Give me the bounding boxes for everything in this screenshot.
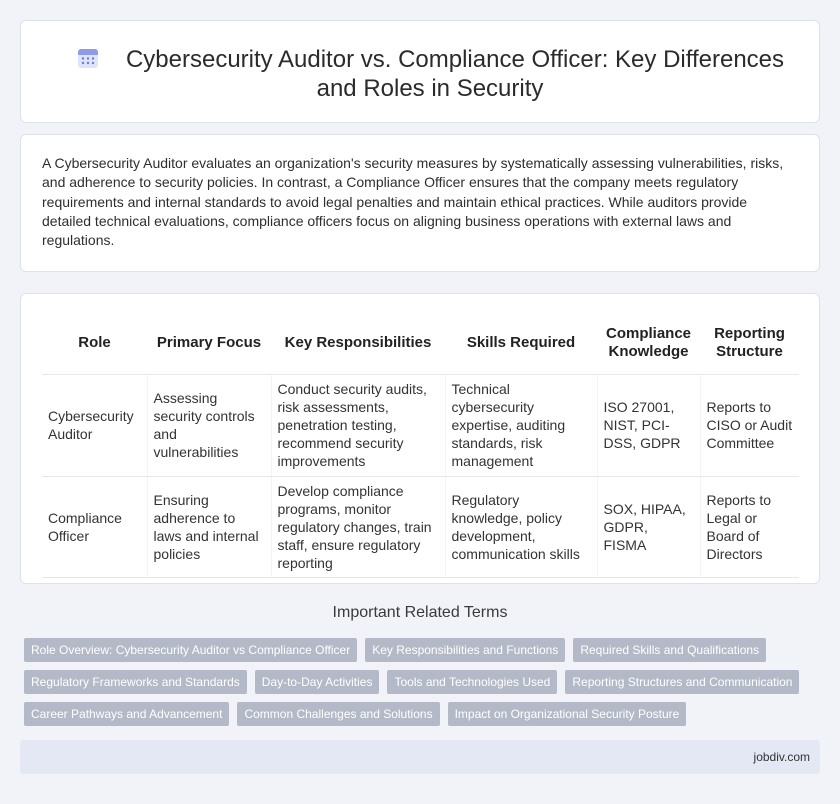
related-terms-heading: Important Related Terms [332, 604, 508, 621]
column-header: Role [42, 312, 147, 374]
column-header: Reporting Structure [700, 312, 799, 374]
related-term-tag[interactable]: Reporting Structures and Communication [565, 670, 799, 694]
header-card [20, 20, 820, 123]
related-term-tag[interactable]: Common Challenges and Solutions [237, 702, 439, 726]
related-term-tag[interactable]: Required Skills and Qualifications [573, 638, 766, 662]
table-cell: Develop compliance programs, monitor regulatory changes, train staff, ensure regulatory reporting [271, 476, 445, 577]
table-cell: Cybersecurity Auditor [42, 374, 147, 476]
related-term-tag[interactable]: Career Pathways and Advancement [24, 702, 229, 726]
page-title: Cybersecurity Auditor vs. Compliance Officer: Key Differences and Roles in Security [125, 46, 785, 102]
table-cell: SOX, HIPAA, GDPR, FISMA [597, 476, 700, 577]
related-term-tag[interactable]: Role Overview: Cybersecurity Auditor vs Compliance Officer [24, 638, 357, 662]
table-cell: Conduct security audits, risk assessments, penetration testing, recommend security improvements [271, 374, 445, 476]
table-cell: Reports to CISO or Audit Committee [700, 374, 799, 476]
table-row [42, 374, 799, 476]
table-cell: Reports to Legal or Board of Directors [700, 476, 799, 577]
footer-bar [20, 740, 820, 774]
footer-site-link[interactable]: jobdiv.com [753, 750, 810, 764]
comparison-table-card [20, 293, 820, 584]
table-header-row [42, 312, 799, 374]
table-cell: Ensuring adherence to laws and internal policies [147, 476, 271, 577]
table-cell: Technical cybersecurity expertise, auditing standards, risk management [445, 374, 597, 476]
column-header: Primary Focus [147, 312, 271, 374]
related-term-tag[interactable]: Regulatory Frameworks and Standards [24, 670, 247, 694]
related-terms-section [20, 604, 820, 721]
column-header: Compliance Knowledge [597, 312, 700, 374]
table-cell: Regulatory knowledge, policy development, communication skills [445, 476, 597, 577]
related-term-tag[interactable]: Day-to-Day Activities [255, 670, 380, 694]
table-cell: ISO 27001, NIST, PCI-DSS, GDPR [597, 374, 700, 476]
intro-paragraph: A Cybersecurity Auditor evaluates an organization's security measures by systematically assessing vulnerabilities, risks, and adherence to security policies. In contrast, a Compliance Officer ensures that the company meets regulatory requirements and internal standards to avoid legal penalties and maintain ethical practices. While auditors provide detailed technical evaluations, compliance officers focus on aligning business operations with external laws and regulations. [42, 155, 784, 249]
related-term-tag[interactable]: Impact on Organizational Security Posture [448, 702, 687, 726]
related-term-tag[interactable]: Key Responsibilities and Functions [365, 638, 565, 662]
related-terms-tags [24, 638, 820, 734]
column-header: Key Responsibilities [271, 312, 445, 374]
comparison-table [42, 312, 799, 578]
table-cell: Assessing security controls and vulnerabilities [147, 374, 271, 476]
intro-card [20, 134, 820, 272]
table-row [42, 476, 799, 577]
table-cell: Compliance Officer [42, 476, 147, 577]
calendar-grid-icon [76, 46, 100, 70]
page-title-wrap [61, 45, 799, 103]
column-header: Skills Required [445, 312, 597, 374]
related-term-tag[interactable]: Tools and Technologies Used [387, 670, 557, 694]
